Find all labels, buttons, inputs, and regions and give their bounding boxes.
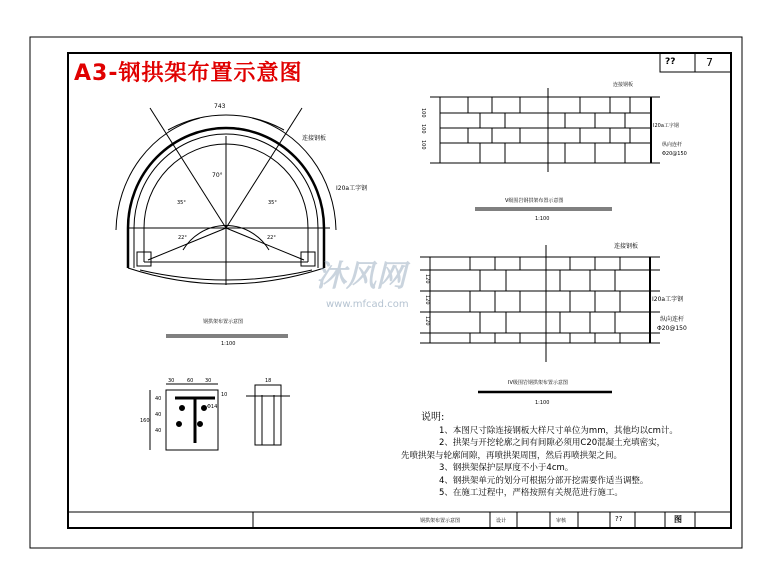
angle-low-left: 22° <box>178 235 187 241</box>
v-caption: V级围岩钢拱架布置示意图 <box>505 198 564 204</box>
note-item: 1、本图尺寸除连接钢板大样尺寸单位为mm，其他均以cm计。 <box>439 425 678 436</box>
tb-design: 设计 <box>496 518 507 524</box>
detail-dim: 40 <box>155 396 162 402</box>
tb-review: 审核 <box>556 518 567 524</box>
plan-v <box>430 88 660 172</box>
detail-dim-total: 160 <box>140 418 150 424</box>
detail-dim: 30 <box>205 378 212 384</box>
iv-caption: IV级围岩钢拱架布置示意图 <box>508 380 568 386</box>
detail-dim: 40 <box>155 428 162 434</box>
iv-label-beam: I20a工字钢 <box>652 296 684 303</box>
note-item: 4、钢拱架单元的划分可根据分部开挖需要作适当调整。 <box>439 475 649 486</box>
detail-dim-plate: 18 <box>265 378 272 384</box>
detail-dim: 40 <box>155 412 162 418</box>
section-caption: 钢拱架布置示意图 <box>203 319 244 325</box>
note-item: 2、拱架与开挖轮廓之间有间隙必须用C20混凝土充填密实， <box>439 438 666 448</box>
iv-dim: 120 <box>424 274 430 284</box>
connection-plate-detail <box>150 384 290 450</box>
notes-heading: 说明: <box>421 412 445 423</box>
v-label-rod-spec: Φ20@150 <box>662 151 687 157</box>
plan-iv <box>420 245 660 362</box>
label-plate: 连接钢板 <box>302 135 327 142</box>
corner-label: ?? <box>665 57 676 67</box>
iv-label-plate: 连接钢板 <box>614 243 639 250</box>
watermark-url: www.mfcad.com <box>326 299 409 310</box>
note-item: 先喷拱架与轮廓间隙，再喷拱架周围，然后再喷拱架之间。 <box>401 450 623 461</box>
tb-mark: 图 <box>674 515 682 524</box>
detail-dim-bolt: Φ14 <box>207 404 218 410</box>
iv-dim: 120 <box>424 295 430 305</box>
iv-dim: 120 <box>424 316 430 326</box>
v-dim: 100 <box>420 140 426 150</box>
iv-scale: 1:100 <box>535 400 550 406</box>
v-label-beam: I20a工字钢 <box>653 123 679 129</box>
v-label-rod: 纵向连杆 <box>662 142 683 148</box>
dim-top: 743 <box>214 103 226 110</box>
angle-top: 70° <box>212 172 223 179</box>
page-title: A3-钢拱架布置示意图 <box>74 61 303 86</box>
note-item: 3、钢拱架保护层厚度不小于4cm。 <box>439 463 574 473</box>
iv-label-rod: 纵向连杆 <box>660 316 685 323</box>
title-block <box>68 512 731 528</box>
v-label-plate: 连接钢板 <box>613 82 634 88</box>
sheet-number: 7 <box>706 56 713 69</box>
angle-low-right: 22° <box>267 235 276 241</box>
detail-dim: 30 <box>168 378 175 384</box>
section-scale: 1:100 <box>221 341 236 347</box>
angle-right: 35° <box>268 200 277 206</box>
detail-dim: 60 <box>187 378 194 384</box>
note-item: 5、在施工过程中，严格按照有关规范进行施工。 <box>439 488 623 498</box>
tb-unknown: ?? <box>615 515 623 523</box>
v-dim: 100 <box>420 124 426 134</box>
detail-dim-side: 10 <box>221 392 228 398</box>
v-scale: 1:100 <box>535 216 550 222</box>
label-beam: I20a工字钢 <box>336 185 368 192</box>
notes <box>401 412 678 500</box>
tb-drawing-name: 钢拱架布置示意图 <box>420 518 461 524</box>
watermark-logo: 沐风网 <box>316 259 406 294</box>
iv-label-rod-spec: Φ20@150 <box>657 325 687 332</box>
angle-left: 35° <box>177 200 186 206</box>
v-dim: 100 <box>420 108 426 118</box>
